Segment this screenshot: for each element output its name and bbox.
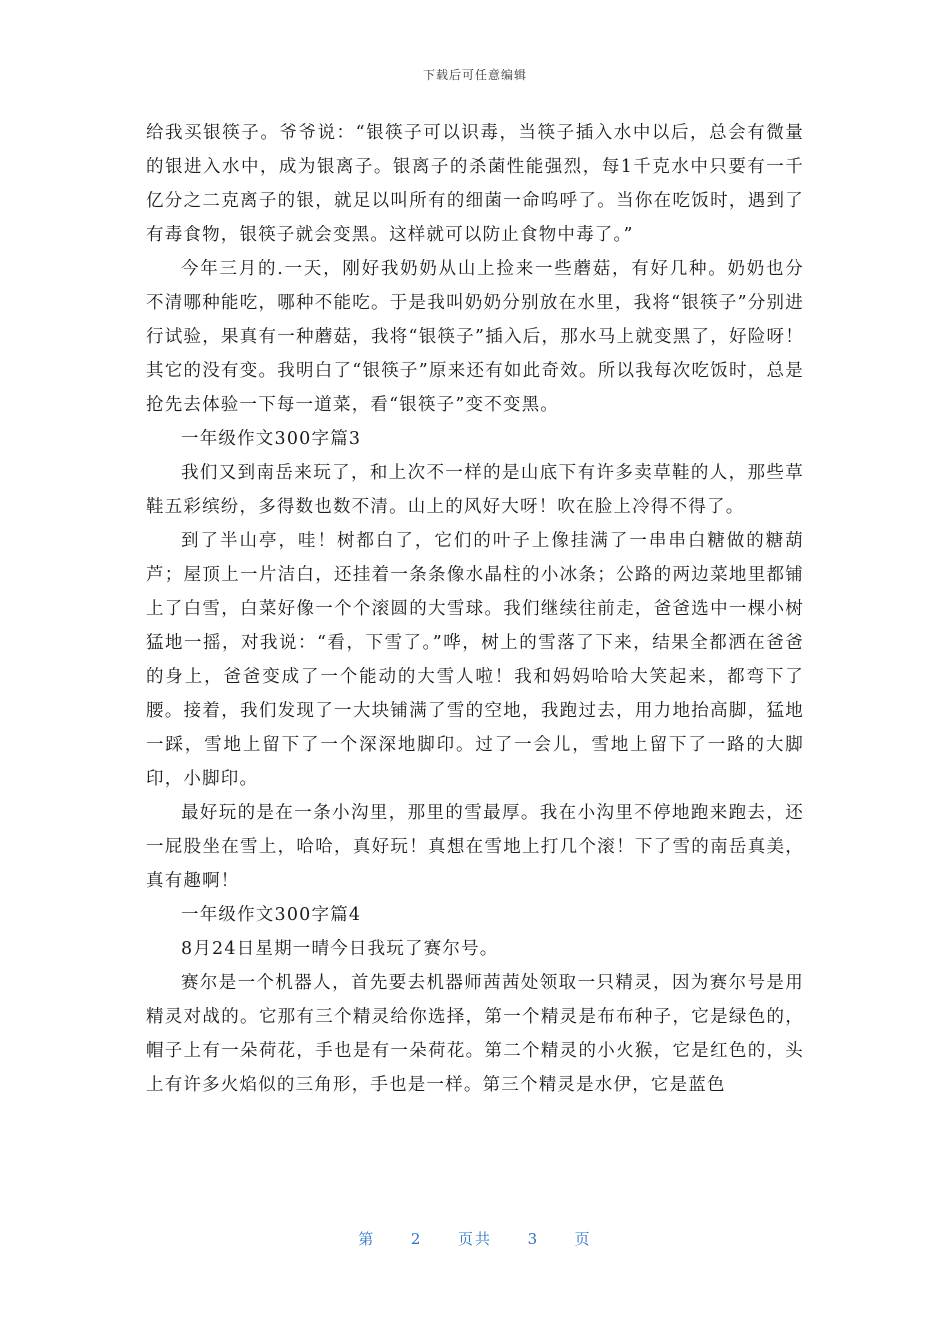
footer-prefix: 第 [358,1230,376,1248]
footer-suffix: 页 [574,1230,592,1248]
section-heading: 一年级作文300字篇3 [181,429,362,449]
footer-middle: 页共 [457,1230,492,1248]
paragraph: 赛尔是一个机器人，首先要去机器师茜茜处领取一只精灵，因为赛尔号是用精灵对战的。它那有三个精灵给你选择，第一个精灵是布布种子，它是绿色的，帽子上有一朵荷花，手也是有一朵荷花。第二个精灵的小火猴，它是红色的，头上有许多火焰似的三角形，手也是一样。第三个精灵是水伊，它是蓝色 [146,973,804,1095]
footer-page-number: 2 [410,1230,423,1248]
document-body [146,116,804,1102]
paragraph: 今年三月的.一天，刚好我奶奶从山上捡来一些蘑菇，有好几种。奶奶也分不清哪种能吃，哪种不能吃。于是我叫奶奶分别放在水里，我将“银筷子”分别进行试验，果真有一种蘑菇，我将“银筷子”插入后，那水马上就变黑了，好险呀！其它的没有变。我明白了“银筷子”原来还有如此奇效。所以我每次吃饭时，总是抢先去体验一下每一道菜，看“银筷子”变不变黑。 [146,259,804,415]
section-heading: 一年级作文300字篇4 [181,905,362,925]
footer-total-pages: 3 [527,1230,540,1248]
page-footer [0,1228,950,1249]
paragraph-continuation: 给我买银筷子。爷爷说：“银筷子可以识毒，当筷子插入水中以后，总会有微量的银进入水中，成为银离子。银离子的杀菌性能强烈，每1千克水中只要有一千亿分之二克离子的银，就足以叫所有的细菌一命呜呼了。当你在吃饭时，遇到了有毒食物，银筷子就会变黑。这样就可以防止食物中毒了。” [146,123,804,245]
paragraph: 8月24日星期一晴今日我玩了赛尔号。 [181,939,499,959]
paragraph: 到了半山亭，哇！树都白了，它们的叶子上像挂满了一串串白糖做的糖葫芦；屋顶上一片洁白，还挂着一条条像水晶柱的小冰条；公路的两边菜地里都铺上了白雪，白菜好像一个个滚圆的大雪球。我们继续往前走，爸爸选中一棵小树猛地一摇，对我说：“看，下雪了。”哗，树上的雪落了下来，结果全都洒在爸爸的身上，爸爸变成了一个能动的大雪人啦！我和妈妈哈哈大笑起来，都弯下了腰。接着，我们发现了一大块铺满了雪的空地，我跑过去，用力地抬高脚，猛地一踩，雪地上留下了一个深深地脚印。过了一会儿，雪地上留下了一路的大脚印，小脚印。 [146,531,804,789]
paragraph: 我们又到南岳来玩了，和上次不一样的是山底下有许多卖草鞋的人，那些草鞋五彩缤纷，多得数也数不清。山上的风好大呀！吹在脸上冷得不得了。 [146,463,804,517]
paragraph: 最好玩的是在一条小沟里，那里的雪最厚。我在小沟里不停地跑来跑去，还一屁股坐在雪上，哈哈，真好玩！真想在雪地上打几个滚！下了雪的南岳真美，真有趣啊！ [146,803,804,891]
page-header: 下载后可任意编辑 [422,68,527,82]
